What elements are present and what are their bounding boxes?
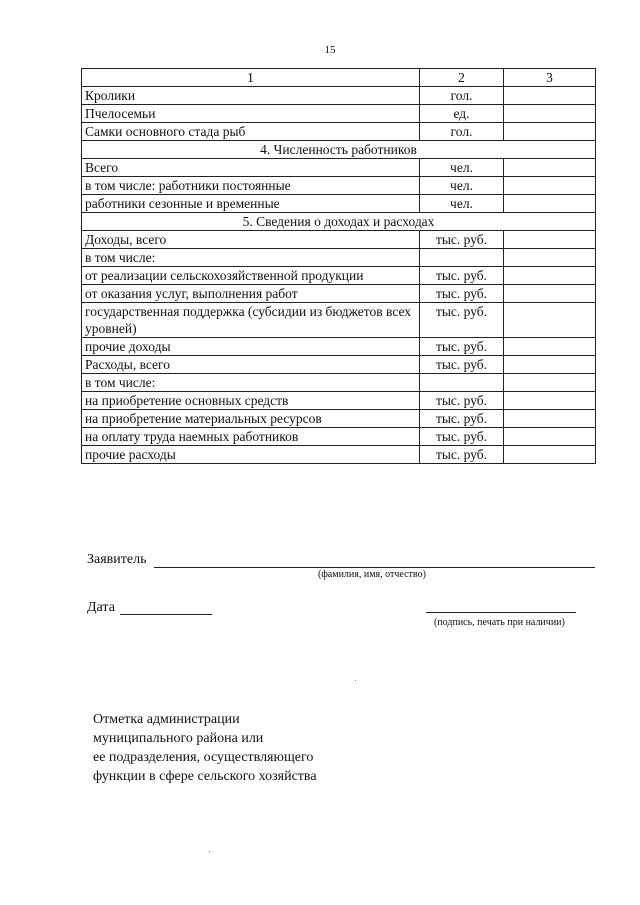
admin-note (93, 710, 317, 786)
row-label: Пчелосемьи (82, 105, 420, 123)
table-header-cell: 3 (504, 69, 596, 87)
row-label: государственная поддержка (субсидии из бюджетов всех уровней) (82, 303, 420, 338)
table-row (82, 249, 596, 267)
row-value-cell[interactable] (504, 231, 596, 249)
table-row (82, 177, 596, 195)
row-unit: тыс. руб. (420, 303, 504, 338)
table-row (82, 105, 596, 123)
row-unit: ед. (420, 105, 504, 123)
row-label: прочие расходы (82, 446, 420, 464)
row-value-cell[interactable] (504, 177, 596, 195)
scan-speck (355, 680, 356, 681)
table-row (82, 123, 596, 141)
date-line[interactable] (120, 614, 212, 615)
row-value-cell[interactable] (504, 338, 596, 356)
row-label: на приобретение материальных ресурсов (82, 410, 420, 428)
table-row (82, 195, 596, 213)
applicant-signature-line[interactable] (154, 567, 595, 568)
row-unit: тыс. руб. (420, 428, 504, 446)
row-unit (420, 249, 504, 267)
row-value-cell[interactable] (504, 428, 596, 446)
page-number: 15 (324, 44, 336, 56)
table-row (82, 267, 596, 285)
row-label: работники сезонные и временные (82, 195, 420, 213)
row-label: Всего (82, 159, 420, 177)
row-value-cell[interactable] (504, 446, 596, 464)
row-unit: чел. (420, 177, 504, 195)
table-header-cell: 2 (420, 69, 504, 87)
row-value-cell[interactable] (504, 267, 596, 285)
row-label: в том числе: (82, 374, 420, 392)
table-row (82, 87, 596, 105)
row-value-cell[interactable] (504, 303, 596, 338)
row-label: на приобретение основных средств (82, 392, 420, 410)
row-unit: чел. (420, 159, 504, 177)
table-row (82, 231, 596, 249)
row-label: прочие доходы (82, 338, 420, 356)
admin-note-line: Отметка администрации (93, 712, 240, 727)
data-table (81, 68, 596, 464)
row-value-cell[interactable] (504, 410, 596, 428)
table-row (82, 374, 596, 392)
row-unit: тыс. руб. (420, 267, 504, 285)
row-label: Кролики (82, 87, 420, 105)
table-header-cell: 1 (82, 69, 420, 87)
table-row (82, 356, 596, 374)
row-unit: тыс. руб. (420, 356, 504, 374)
table-row (82, 392, 596, 410)
scan-speck (209, 851, 210, 852)
date-label: Дата (87, 600, 115, 615)
row-unit: тыс. руб. (420, 410, 504, 428)
applicant-caption: (фамилия, имя, отчество) (318, 569, 426, 580)
row-label: Самки основного стада рыб (82, 123, 420, 141)
row-unit: гол. (420, 123, 504, 141)
row-unit (420, 374, 504, 392)
table-row (82, 303, 596, 338)
row-label: от реализации сельскохозяйственной продукции (82, 267, 420, 285)
row-unit: тыс. руб. (420, 338, 504, 356)
row-label: в том числе: (82, 249, 420, 267)
table-header-row (82, 69, 596, 87)
row-label: Доходы, всего (82, 231, 420, 249)
row-label: на оплату труда наемных работников (82, 428, 420, 446)
section-title: 5. Сведения о доходах и расходах (82, 213, 596, 231)
table-row (82, 446, 596, 464)
row-unit: чел. (420, 195, 504, 213)
row-value-cell[interactable] (504, 159, 596, 177)
table-row (82, 159, 596, 177)
row-value-cell[interactable] (504, 249, 596, 267)
row-value-cell[interactable] (504, 392, 596, 410)
table-row (82, 428, 596, 446)
row-value-cell[interactable] (504, 356, 596, 374)
row-value-cell[interactable] (504, 123, 596, 141)
signature-caption: (подпись, печать при наличии) (434, 617, 565, 628)
row-unit: тыс. руб. (420, 446, 504, 464)
row-value-cell[interactable] (504, 195, 596, 213)
row-unit: гол. (420, 87, 504, 105)
table-row (82, 285, 596, 303)
row-value-cell[interactable] (504, 105, 596, 123)
row-unit: тыс. руб. (420, 392, 504, 410)
admin-note-line: функции в сфере сельского хозяйства (93, 769, 317, 784)
signature-line[interactable] (426, 612, 576, 613)
row-value-cell[interactable] (504, 285, 596, 303)
applicant-label: Заявитель (87, 552, 147, 567)
row-value-cell[interactable] (504, 87, 596, 105)
row-label: от оказания услуг, выполнения работ (82, 285, 420, 303)
section-title: 4. Численность работников (82, 141, 596, 159)
row-unit: тыс. руб. (420, 285, 504, 303)
row-value-cell[interactable] (504, 374, 596, 392)
row-unit: тыс. руб. (420, 231, 504, 249)
row-label: Расходы, всего (82, 356, 420, 374)
section-header-row (82, 213, 596, 231)
table-row (82, 410, 596, 428)
row-label: в том числе: работники постоянные (82, 177, 420, 195)
admin-note-line: муниципального района или (93, 731, 264, 746)
admin-note-line: ее подразделения, осуществляющего (93, 750, 314, 765)
table-row (82, 338, 596, 356)
section-header-row (82, 141, 596, 159)
